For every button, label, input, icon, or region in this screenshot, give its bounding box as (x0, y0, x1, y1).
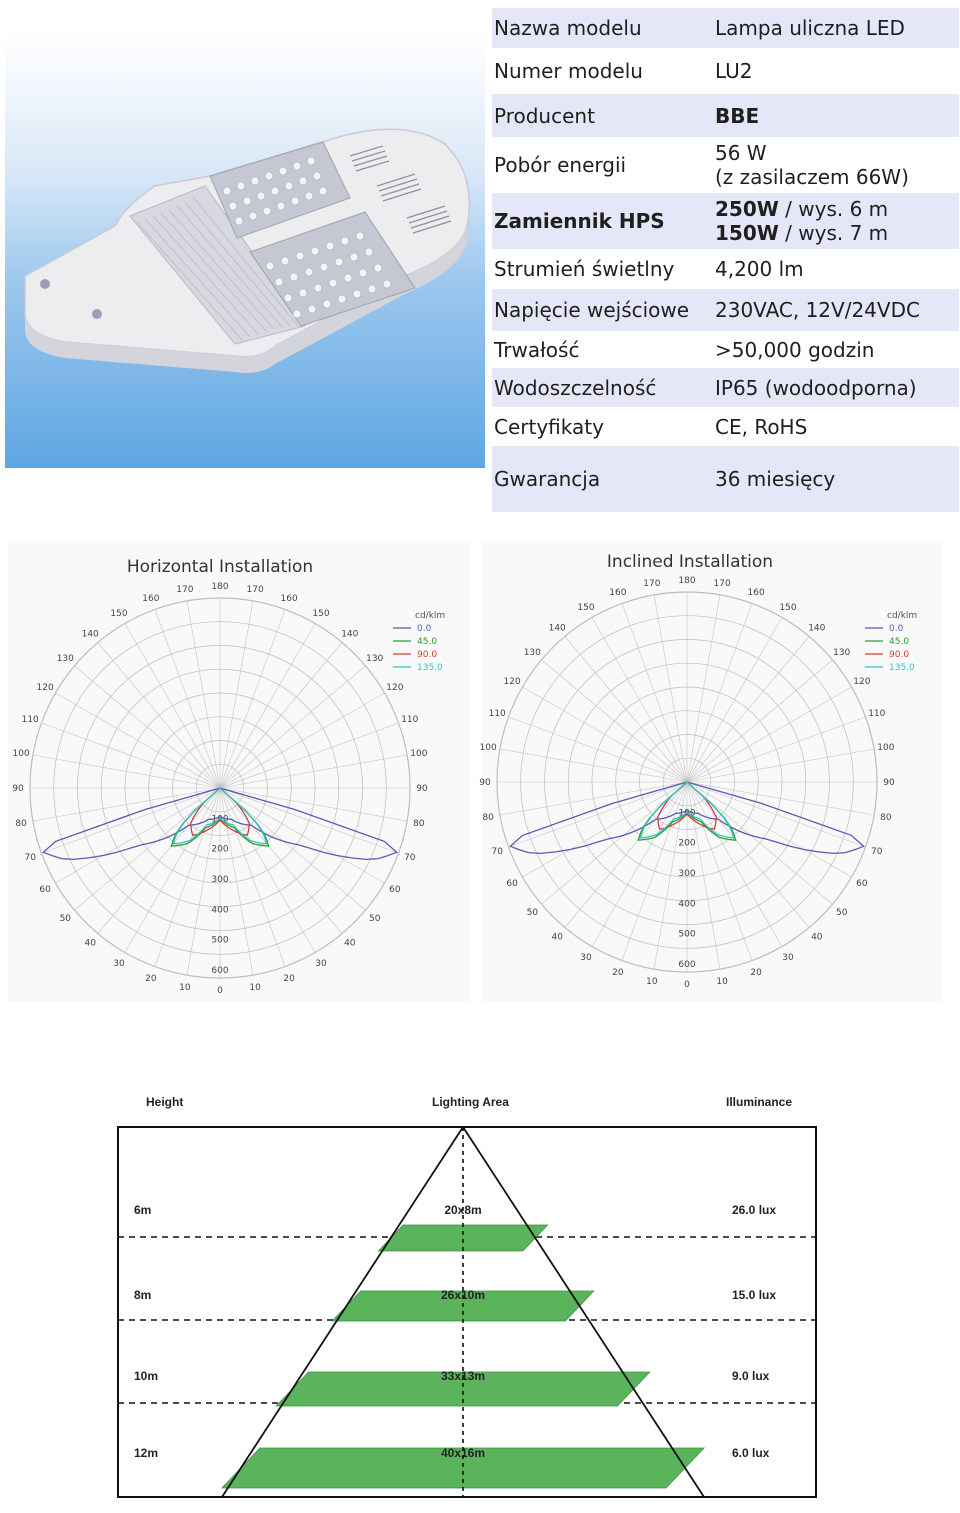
angle-label: 110 (21, 714, 39, 725)
angle-label: 170 (176, 585, 194, 596)
radial-label: 100 (211, 814, 229, 825)
grid-spoke (509, 717, 688, 782)
angle-label: 180 (678, 576, 696, 586)
radial-label: 100 (678, 808, 696, 819)
angle-label: 170 (713, 579, 731, 590)
angle-label: 80 (15, 819, 27, 830)
angle-label: 140 (808, 623, 826, 634)
angle-label: 70 (871, 847, 883, 858)
header-lighting-area: Lighting Area (432, 1095, 509, 1109)
spec-value: Lampa uliczna LED (715, 16, 905, 40)
grid-spoke (42, 723, 221, 788)
grid-spoke (565, 637, 687, 783)
angle-label: 70 (24, 853, 36, 864)
spec-row-certificates (492, 407, 959, 446)
angle-label: 30 (782, 952, 794, 963)
grid-spoke (42, 788, 221, 853)
radial-label: 400 (678, 899, 696, 910)
spec-label: Strumień świetlny (494, 257, 675, 281)
angle-label: 150 (110, 609, 128, 620)
angle-label: 80 (482, 813, 494, 824)
radial-label: 200 (211, 844, 229, 855)
spec-label: Zamiennik HPS (494, 209, 665, 233)
hps-watt-1: 250W (715, 197, 779, 221)
radial-label: 500 (211, 935, 229, 946)
legend-label: 45.0 (889, 637, 910, 647)
angle-label: 20 (283, 973, 295, 984)
spec-value-line2: (z zasilaczem 66W) (715, 165, 909, 189)
spec-row-warranty (492, 446, 959, 512)
spec-value: 36 miesięcy (715, 467, 836, 491)
spec-value: CE, RoHS (715, 414, 808, 439)
angle-label: 110 (401, 714, 419, 725)
legend-label: 0.0 (889, 624, 904, 634)
angle-label: 120 (503, 677, 521, 687)
grid-spoke (687, 782, 809, 928)
spec-label: Producent (494, 103, 595, 128)
chart-title: Inclined Installation (606, 552, 774, 572)
polar-chart-inclined (479, 540, 942, 1002)
level-area: 26x10m (440, 1288, 486, 1302)
angle-label: 160 (609, 588, 627, 599)
hps-height-1: / wys. 6 m (778, 197, 889, 221)
grid-spoke (687, 660, 833, 782)
grid-spoke (509, 782, 688, 847)
spec-value: IP65 (wodoodporna) (715, 375, 917, 400)
legend-title: cd/klm (887, 611, 918, 621)
angle-label: 20 (612, 967, 624, 978)
angle-label: 10 (716, 976, 728, 987)
angle-label: 150 (779, 603, 797, 614)
spec-label: Gwarancja (494, 467, 601, 491)
angle-label: 150 (577, 603, 595, 614)
spec-value: >50,000 godzin (715, 337, 875, 362)
grid-spoke (75, 666, 221, 788)
angle-label: 10 (179, 982, 191, 993)
radial-label: 400 (211, 905, 229, 916)
angle-label: 100 (479, 742, 497, 753)
spec-label: Wodoszczelność (494, 375, 657, 400)
angle-label: 170 (643, 579, 661, 590)
header-height: Height (146, 1095, 184, 1109)
grid-spoke (220, 666, 366, 788)
level-height: 8m (134, 1288, 152, 1302)
angle-label: 50 (368, 913, 381, 924)
spec-row-lifetime (492, 331, 959, 368)
header-illuminance: Illuminance (726, 1095, 793, 1109)
street-lamp-illustration (5, 26, 485, 468)
angle-label: 160 (280, 594, 298, 605)
legend-label: 135.0 (417, 663, 443, 673)
angle-label: 180 (211, 582, 229, 592)
lighting-area-svg (96, 1085, 836, 1505)
angle-label: 10 (646, 976, 658, 987)
angle-label: 130 (833, 648, 851, 659)
grid-spoke (687, 782, 752, 961)
angle-label: 80 (413, 819, 425, 830)
angle-label: 110 (868, 708, 886, 719)
hps-height-2: / wys. 7 m (778, 221, 889, 245)
legend-label: 135.0 (889, 663, 915, 673)
angle-label: 90 (416, 784, 428, 794)
angle-label: 140 (548, 623, 566, 634)
angle-label: 110 (488, 708, 506, 719)
grid-spoke (220, 643, 342, 789)
level-illuminance: 6.0 lux (732, 1446, 770, 1460)
grid-spoke (622, 782, 687, 961)
grid-spoke (220, 788, 342, 934)
radial-label: 300 (678, 869, 696, 879)
chart-title: Horizontal Installation (126, 557, 314, 577)
level-illuminance: 15.0 lux (732, 1288, 777, 1302)
spec-value-line1 (715, 197, 959, 221)
legend-title: cd/klm (415, 611, 446, 621)
angle-label: 100 (410, 748, 428, 759)
grid-spoke (220, 788, 399, 853)
level-illuminance: 9.0 lux (732, 1369, 770, 1383)
grid-spoke (687, 604, 752, 783)
angle-label: 30 (113, 958, 125, 969)
grid-spoke (542, 782, 688, 904)
angle-label: 0 (217, 986, 223, 996)
angle-label: 100 (877, 742, 895, 753)
angle-label: 10 (249, 982, 261, 993)
level-illuminance: 26.0 lux (732, 1203, 777, 1217)
angle-label: 140 (341, 629, 359, 640)
angle-label: 30 (580, 952, 592, 963)
spec-row-waterproof (492, 368, 959, 407)
angle-label: 60 (39, 885, 51, 895)
grid-spoke (155, 788, 220, 967)
angle-label: 100 (12, 748, 30, 759)
grid-spoke (687, 637, 809, 783)
spec-row-model-number (492, 48, 959, 94)
legend-label: 0.0 (417, 624, 432, 634)
spec-value: LU2 (715, 59, 753, 83)
radial-label: 300 (211, 875, 229, 885)
grid-spoke (687, 782, 866, 847)
grid-spoke (220, 788, 366, 910)
polar-chart-horizontal-svg (8, 540, 470, 1002)
grid-spoke (155, 610, 220, 789)
spec-label: Numer modelu (494, 59, 643, 83)
spec-row-power (492, 137, 959, 193)
lighting-area-diagram (96, 1085, 836, 1505)
grid-spoke (220, 723, 399, 788)
level-area: 20x8m (444, 1203, 482, 1217)
spec-label: Napięcie wejściowe (494, 298, 690, 322)
grid-spoke (542, 660, 688, 782)
legend-label: 45.0 (417, 637, 438, 647)
level-area: 40x16m (440, 1446, 486, 1460)
spec-label: Pobór energii (494, 153, 627, 177)
angle-label: 70 (404, 853, 416, 864)
grid-spoke (98, 788, 220, 934)
angle-label: 30 (315, 958, 327, 969)
grid-spoke (687, 717, 866, 782)
level-height: 6m (134, 1203, 152, 1217)
spec-value: BBE (715, 103, 760, 128)
spec-label: Trwałość (494, 337, 580, 362)
grid-spoke (98, 643, 220, 789)
grid-spoke (565, 782, 687, 928)
spec-value-line1: 56 W (715, 141, 767, 165)
legend-label: 90.0 (889, 650, 910, 660)
angle-label: 60 (856, 879, 868, 889)
radial-label: 600 (211, 966, 229, 976)
grid-spoke (687, 782, 833, 904)
spec-value: 230VAC, 12V/24VDC (715, 298, 920, 322)
angle-label: 40 (551, 932, 563, 943)
radial-label: 600 (678, 960, 696, 970)
angle-label: 170 (246, 585, 264, 596)
angle-label: 70 (491, 847, 503, 858)
angle-label: 160 (747, 588, 765, 599)
angle-label: 120 (853, 677, 871, 687)
spec-row-hps-replacement (492, 193, 959, 249)
spec-row-model-name (492, 8, 959, 48)
angle-label: 140 (81, 629, 99, 640)
angle-label: 130 (523, 648, 541, 659)
level-area: 33x13m (440, 1369, 486, 1383)
angle-label: 60 (506, 879, 518, 889)
angle-label: 50 (526, 907, 539, 918)
angle-label: 40 (344, 938, 356, 949)
angle-label: 90 (479, 778, 491, 788)
angle-label: 0 (684, 980, 690, 990)
angle-label: 50 (59, 913, 72, 924)
angle-label: 120 (36, 683, 54, 693)
spec-row-luminous-flux (492, 249, 959, 289)
spec-row-producer (492, 94, 959, 137)
spec-value: 4,200 lm (715, 257, 804, 281)
polar-chart-inclined-svg (479, 540, 942, 1002)
grid-spoke (622, 604, 687, 783)
product-photo (5, 26, 485, 468)
angle-label: 60 (389, 885, 401, 895)
legend-label: 90.0 (417, 650, 438, 660)
radial-label: 200 (678, 838, 696, 849)
angle-label: 160 (142, 594, 160, 605)
radial-label: 500 (678, 929, 696, 940)
angle-label: 20 (750, 967, 762, 978)
polar-chart-horizontal (8, 540, 470, 1002)
spec-table (492, 8, 959, 512)
angle-label: 50 (835, 907, 848, 918)
spec-value-line2 (715, 221, 959, 245)
angle-label: 120 (386, 683, 404, 693)
angle-label: 150 (312, 609, 330, 620)
angle-label: 90 (883, 778, 895, 788)
angle-label: 90 (12, 784, 24, 794)
hps-watt-2: 150W (715, 221, 779, 245)
grid-spoke (75, 788, 221, 910)
angle-label: 80 (880, 813, 892, 824)
angle-label: 40 (84, 938, 96, 949)
angle-label: 130 (56, 654, 74, 665)
spec-label: Certyfikaty (494, 414, 604, 439)
spec-label: Nazwa modelu (494, 16, 642, 40)
grid-spoke (220, 610, 285, 789)
level-height: 10m (134, 1369, 159, 1383)
angle-label: 130 (366, 654, 384, 665)
angle-label: 20 (145, 973, 157, 984)
angle-label: 40 (811, 932, 823, 943)
level-height: 12m (134, 1446, 159, 1460)
grid-spoke (220, 788, 285, 967)
spec-row-input-voltage (492, 289, 959, 331)
